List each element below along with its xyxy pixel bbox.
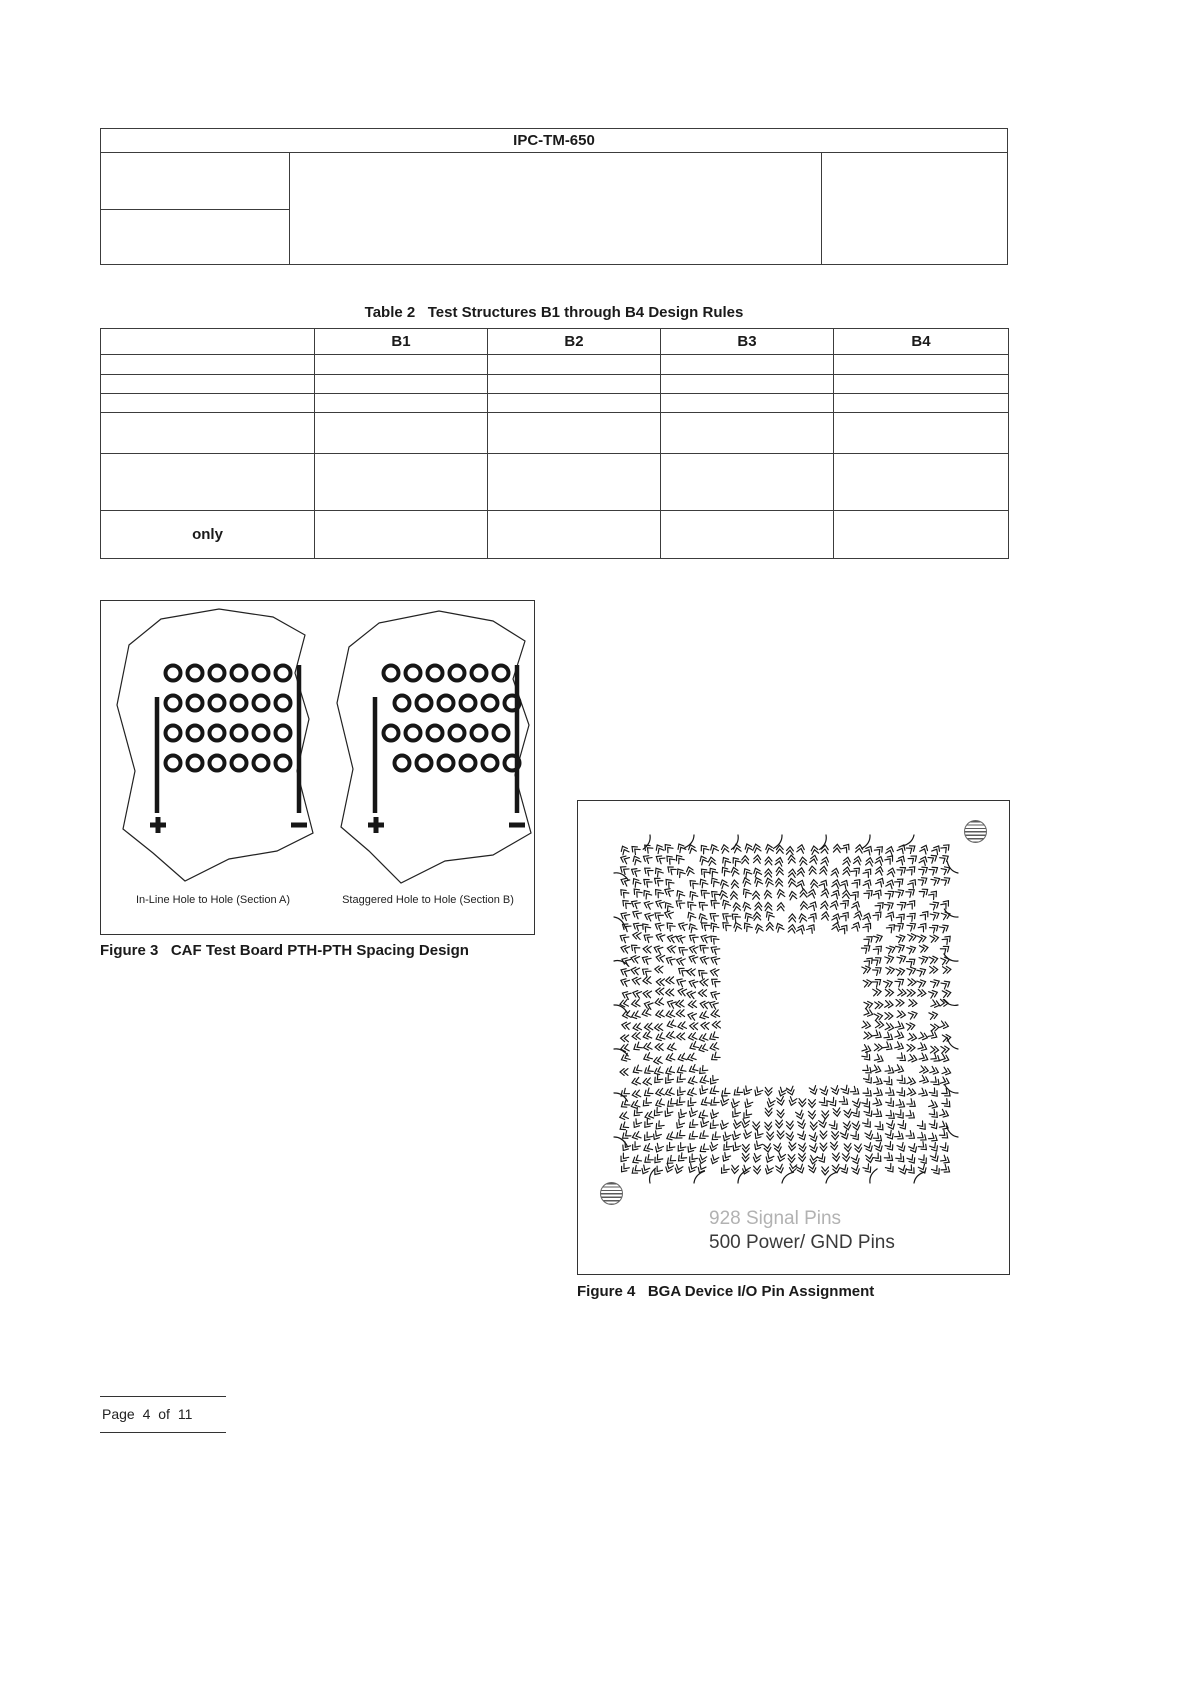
column-header <box>101 329 315 355</box>
figure3-section-b-label: Staggered Hole to Hole (Section B) <box>342 894 514 906</box>
header-table-left-column <box>101 153 290 264</box>
value-cell <box>834 511 1009 559</box>
column-header-b3: B3 <box>661 329 834 355</box>
row-label-cell <box>101 355 315 375</box>
value-cell <box>661 511 834 559</box>
row-label-cell <box>101 413 315 454</box>
row-label-cell <box>101 454 315 511</box>
table-header-row <box>101 329 1009 355</box>
table-row <box>101 355 1009 375</box>
value-cell <box>315 454 488 511</box>
value-cell <box>661 413 834 454</box>
header-table-body <box>101 153 1007 264</box>
footer-rule-bottom <box>100 1432 226 1433</box>
bga-pattern-svg <box>578 801 1011 1201</box>
value-cell <box>834 413 1009 454</box>
fiducial-circle-top-right <box>964 820 987 843</box>
value-cell <box>488 511 661 559</box>
column-header-b2: B2 <box>488 329 661 355</box>
figure3-caption: Figure 3 CAF Test Board PTH-PTH Spacing Design <box>100 942 469 959</box>
power-gnd-pins-label: 500 Power/ GND Pins <box>709 1231 895 1253</box>
table-row <box>101 394 1009 413</box>
header-cell-left-top <box>101 153 289 210</box>
row-label-cell <box>101 375 315 394</box>
value-cell <box>315 355 488 375</box>
column-header-b1: B1 <box>315 329 488 355</box>
value-cell <box>834 375 1009 394</box>
header-cell-right <box>821 153 1007 264</box>
value-cell <box>488 355 661 375</box>
figure3-section-a-label: In-Line Hole to Hole (Section A) <box>135 894 291 906</box>
figure3-box <box>100 600 535 935</box>
table2-caption: Table 2 Test Structures B1 through B4 Design Rules <box>364 304 744 321</box>
document-title: IPC-TM-650 <box>101 129 1007 153</box>
signal-pins-label: 928 Signal Pins <box>709 1208 842 1229</box>
figure4-caption: Figure 4 BGA Device I/O Pin Assignment <box>577 1283 875 1300</box>
table-row <box>101 511 1009 559</box>
design-rules-table <box>100 328 1009 559</box>
value-cell <box>661 394 834 413</box>
value-cell <box>661 375 834 394</box>
value-cell <box>661 454 834 511</box>
fig3-svg <box>101 601 536 891</box>
table-row <box>101 454 1009 511</box>
row-label-cell <box>101 394 315 413</box>
value-cell <box>315 394 488 413</box>
value-cell <box>661 355 834 375</box>
value-cell <box>488 394 661 413</box>
fiducial-circle-bottom-left <box>600 1182 623 1205</box>
page-number: Page 4 of 11 <box>102 1406 193 1422</box>
row-label-cell: only <box>101 511 315 559</box>
value-cell <box>834 355 1009 375</box>
value-cell <box>315 413 488 454</box>
value-cell <box>834 394 1009 413</box>
header-cell-middle <box>290 153 821 264</box>
value-cell <box>315 511 488 559</box>
page-footer <box>100 1396 226 1433</box>
table-row <box>101 413 1009 454</box>
header-cell-left-bottom <box>101 210 289 264</box>
value-cell <box>488 413 661 454</box>
column-header-b4: B4 <box>834 329 1009 355</box>
table-row <box>101 375 1009 394</box>
figure4-box <box>577 800 1010 1275</box>
design-rules-tbody <box>101 355 1009 559</box>
value-cell <box>834 454 1009 511</box>
value-cell <box>488 454 661 511</box>
figure4-pin-counts <box>709 1207 895 1255</box>
value-cell <box>315 375 488 394</box>
value-cell <box>488 375 661 394</box>
header-table <box>100 128 1008 265</box>
